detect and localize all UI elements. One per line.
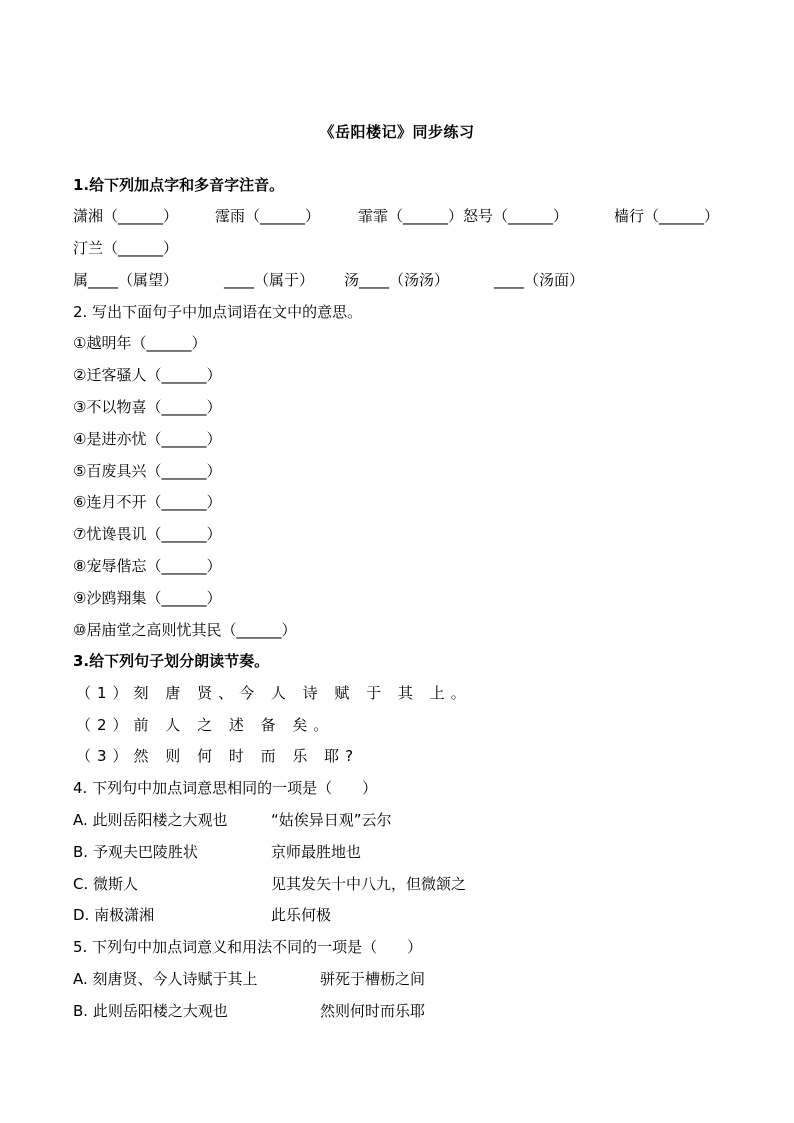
q5-option-a: A. 刻唐贤、今人诗赋于其上 <box>73 970 258 988</box>
q1-item-xiaoxiang: 潇湘（______） <box>73 207 179 225</box>
q4-option-a-compare: “姑俟异日观”云尔 <box>271 811 392 829</box>
q2-item: ⑥连月不开（______） <box>73 493 222 511</box>
page-title: 《岳阳楼记》同步练习 <box>319 123 475 141</box>
q2-item: ⑧宠辱偕忘（______） <box>73 557 222 575</box>
q2-item: ⑦忧谗畏讥（______） <box>73 525 222 543</box>
q3-item: （2）前 人 之 述 备 矣。 <box>76 716 335 734</box>
q4-option-c-compare: 见其发矢十中八九，但微颔之 <box>271 875 467 893</box>
q2-item: ⑩居庙堂之高则忧其民（______） <box>73 621 297 639</box>
q2-item: ①越明年（______） <box>73 334 207 352</box>
q5-option-b-compare: 然则何时而乐耶 <box>320 1002 426 1020</box>
q3-heading: 3.给下列句子划分朗读节奏。 <box>73 652 270 670</box>
q4-option-c: C. 微斯人 <box>73 875 139 893</box>
q1-item-tangmian: ____（汤面） <box>494 271 585 289</box>
q1-item-shu-zhuwang: 属____（属望） <box>73 271 179 289</box>
q1-item-tinglan: 汀兰（______） <box>73 239 179 257</box>
q3-item: （1）刻 唐 贤、今 人 诗 赋 于 其 上。 <box>76 684 472 702</box>
q4-option-d: D. 南极潇湘 <box>73 906 155 924</box>
q4-option-b: B. 予观夫巴陵胜状 <box>73 843 198 861</box>
q5-heading: 5. 下列句中加点词意义和用法不同的一项是（ ） <box>73 938 423 956</box>
q2-heading: 2. 写出下面句子中加点词语在文中的意思。 <box>73 303 363 321</box>
q4-option-d-compare: 此乐何极 <box>271 906 332 924</box>
q4-option-a: A. 此则岳阳楼之大观也 <box>73 811 228 829</box>
q2-item: ④是进亦忧（______） <box>73 430 222 448</box>
q4-heading: 4. 下列句中加点词意思相同的一项是（ ） <box>73 779 378 797</box>
q5-option-b: B. 此则岳阳楼之大观也 <box>73 1002 228 1020</box>
q1-item-qiangqing: 樯行（______） <box>614 207 720 225</box>
q1-item-tang-shangshang: 汤____（汤汤） <box>344 271 450 289</box>
q1-item-shuyu: ____（属于） <box>224 271 315 289</box>
q1-item-yinyu: 霪雨（______） <box>215 207 321 225</box>
q3-item: （3）然 则 何 时 而 乐 耶? <box>76 747 360 765</box>
q2-item: ⑨沙鸥翔集（______） <box>73 589 222 607</box>
q2-item: ③不以物喜（______） <box>73 398 222 416</box>
q1-heading: 1.给下列加点字和多音字注音。 <box>73 176 285 194</box>
q4-option-b-compare: 京师最胜地也 <box>271 843 362 861</box>
q1-item-feifei-nuhao: 霏霏（______）怒号（______） <box>358 207 569 225</box>
q5-option-a-compare: 骈死于槽枥之间 <box>320 970 426 988</box>
q2-item: ⑤百废具兴（______） <box>73 462 222 480</box>
q2-item: ②迁客骚人（______） <box>73 366 222 384</box>
